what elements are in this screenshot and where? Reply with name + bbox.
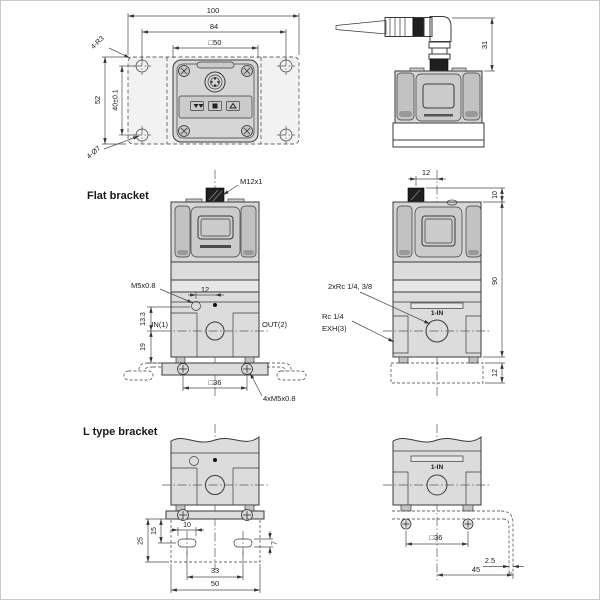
dim-plate-width: 50: [210, 579, 220, 588]
dim-base-height: 19: [140, 343, 147, 351]
dim-bracket-thickness-l: 2.5: [484, 556, 496, 565]
dim-plate-height: 52: [93, 95, 102, 105]
partial-body-side: [383, 437, 491, 505]
dim-port-offset: 12: [200, 285, 210, 294]
dim-slot-center: 15: [151, 527, 158, 535]
dim-connector-height: 10: [492, 191, 499, 199]
dim-slot-pitch: 33: [210, 566, 220, 575]
dim-port-height: 13.3: [140, 312, 147, 326]
body-marking-l: 1-IN: [430, 464, 444, 471]
m12-connector-side: [408, 188, 424, 202]
label-out-port: OUT(2): [262, 320, 287, 329]
dim-hole-dia: 4-Ø7: [85, 145, 103, 161]
display-edge: [197, 62, 234, 68]
dim-leg-offset: 45: [471, 565, 481, 574]
l-side-dimensions: [406, 531, 524, 579]
l-bracket-front-view: [138, 424, 279, 593]
label-connector-thread: M12x1: [240, 177, 263, 186]
dim-body-square: □50: [208, 38, 222, 47]
dim-connector-offset: 12: [421, 168, 431, 177]
l-front-dimensions: [138, 519, 279, 593]
label-in-port: IN(1): [151, 320, 168, 329]
flat-bracket-front-view: [124, 170, 306, 403]
body-marking: 1-IN: [430, 310, 444, 317]
cable-side-view: [336, 17, 495, 148]
m12-connector-front: [206, 188, 224, 202]
dim-screw-pitch-l: □36: [429, 533, 443, 542]
label-piping-ports: 2xRc 1/4, 3/8: [328, 282, 373, 291]
regulator-body-side: [393, 68, 484, 147]
dim-plate-height: 25: [137, 537, 145, 545]
dim-bracket-thickness: 12: [492, 369, 499, 377]
label-exhaust-port-line1: Rc 1/4: [322, 312, 344, 321]
button-panel: [179, 96, 252, 118]
dim-connector-height: 31: [480, 40, 489, 50]
l-type-bracket-label: L type bracket: [83, 426, 158, 438]
dim-hole-pitch-h: 84: [209, 22, 219, 31]
regulator-lower-body-front: [162, 262, 268, 357]
label-gauge-port: M5x0.8: [131, 281, 156, 290]
dim-slot-width: 10: [183, 522, 191, 529]
partial-body-front: [162, 437, 268, 505]
flat-bracket-side-view: [322, 168, 505, 398]
flat-bracket-label: Flat bracket: [87, 190, 149, 202]
l-bracket-side-view: [383, 424, 524, 580]
regulator-head-front: [171, 199, 259, 262]
dim-body-height: 90: [492, 277, 499, 285]
label-bracket-screws: 4xM5x0.8: [263, 394, 296, 403]
regulator-lower-body-side: [383, 262, 491, 357]
regulator-body-top: [173, 60, 258, 142]
regulator-head-side: [393, 200, 481, 262]
dim-corner-radius: 4-R3: [90, 35, 106, 51]
cable-assembly: [336, 17, 451, 72]
elbow-connector: [430, 17, 451, 42]
top-view: [86, 6, 299, 161]
dim-overall-width: 100: [206, 6, 220, 15]
dim-hole-pitch-v: 40±0.1: [112, 89, 120, 111]
dim-slot-height: 7: [271, 541, 279, 545]
label-exhaust-port-line2: EXH(3): [322, 324, 347, 333]
dim-screw-pitch: □36: [208, 378, 222, 387]
cable-view-dimensions: [452, 18, 495, 71]
